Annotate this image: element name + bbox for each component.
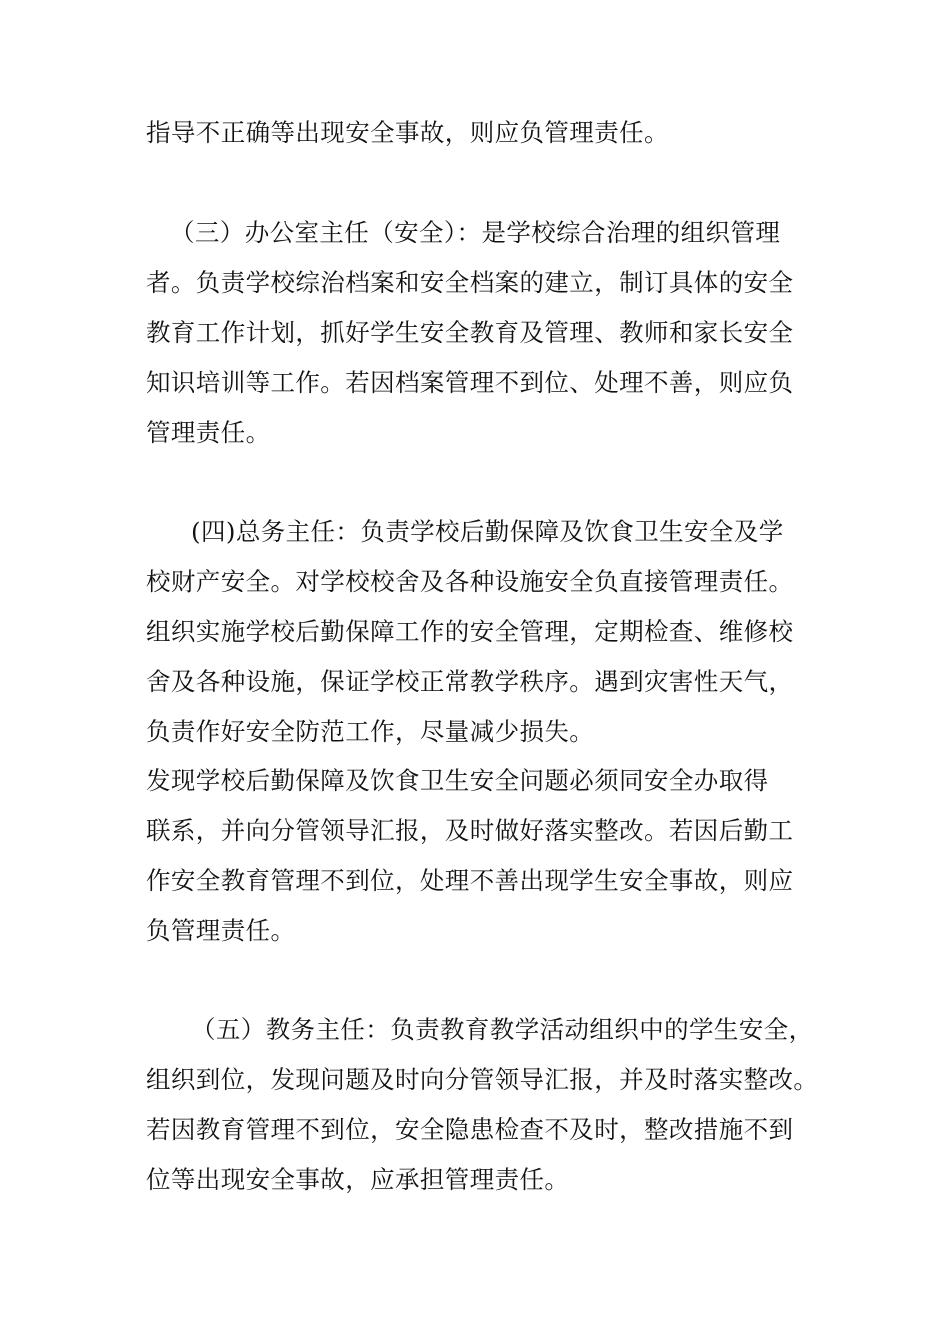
text-line: 联系，并向分管领导汇报，及时做好落实整改。若因后勤工 [146, 816, 794, 845]
text-line: 作安全教育管理不到位，处理不善出现学生安全事故，则应 [146, 866, 794, 895]
text-line: 管理责任。 [146, 418, 271, 447]
text-line: 组织到位，发现问题及时向分管领导汇报，并及时落实整改。 [146, 1065, 819, 1094]
text-line: （三）办公室主任（安全）：是学校综合治理的组织管理 [170, 218, 781, 247]
text-line: 校财产安全。对学校校舍及各种设施安全负直接管理责任。 [146, 567, 794, 596]
text-line: 组织实施学校后勤保障工作的安全管理，定期检查、维修校 [146, 617, 794, 646]
text-line: 位等出现安全事故，应承担管理责任。 [146, 1165, 570, 1194]
text-line: 教育工作计划，抓好学生安全教育及管理、教师和家长安全 [146, 318, 794, 347]
text-line: （五）教务主任：负责教育教学活动组织中的学生安全， [191, 1015, 814, 1044]
text-line: 舍及各种设施，保证学校正常教学秩序。遇到灾害性天气， [146, 667, 794, 696]
text-line: 知识培训等工作。若因档案管理不到位、处理不善，则应负 [146, 368, 794, 397]
text-line: 发现学校后勤保障及饮食卫生安全问题必须同安全办取得 [146, 766, 769, 795]
text-line: 负管理责任。 [146, 916, 296, 945]
text-line: 者。负责学校综治档案和安全档案的建立，制订具体的安全 [146, 268, 794, 297]
text-line: 负责作好安全防范工作，尽量减少损失。 [146, 717, 595, 746]
text-line: 若因教育管理不到位，安全隐患检查不及时，整改措施不到 [146, 1115, 794, 1144]
text-line: 指导不正确等出现安全事故，则应负管理责任。 [146, 118, 669, 147]
text-line: (四)总务主任：负责学校后勤保障及饮食卫生安全及学 [191, 517, 784, 546]
